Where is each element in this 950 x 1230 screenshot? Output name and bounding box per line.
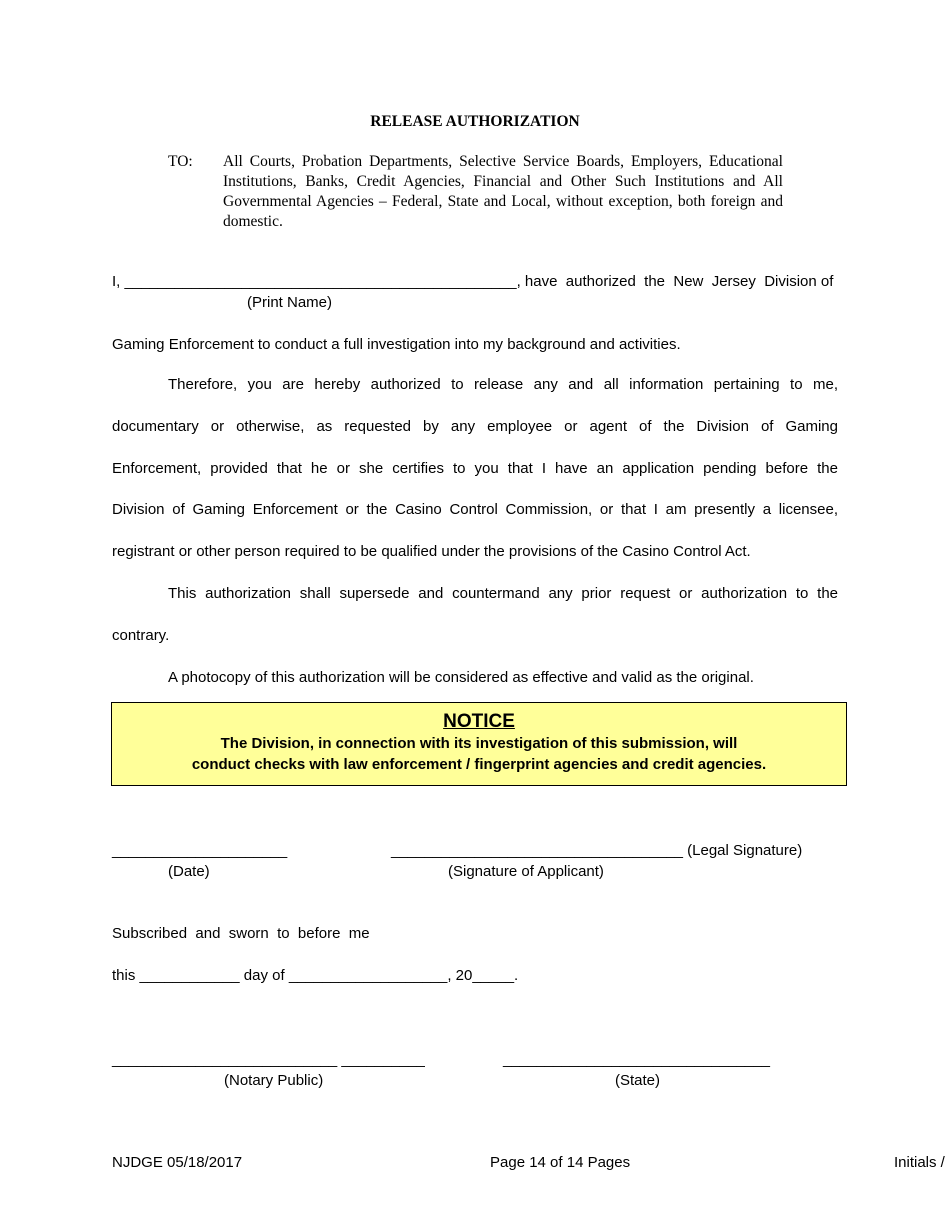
date-label: (Date) xyxy=(168,863,210,880)
footer-form-id: NJDGE 05/18/2017 xyxy=(112,1154,243,1171)
date-line: _____________________ xyxy=(112,842,288,859)
day-of-line: this ____________ day of ___________________, 20_____. xyxy=(112,967,519,984)
notice-line-2: conduct checks with law enforcement / fingerprint agencies and credit agencies. xyxy=(191,756,767,773)
subscribed-sworn-line: Subscribed and sworn to before me xyxy=(112,925,370,942)
document-title: RELEASE AUTHORIZATION xyxy=(370,113,580,130)
notice-box xyxy=(111,702,847,786)
supersede-line-2: contrary. xyxy=(112,627,170,644)
footer-page-number: Page 14 of 14 Pages xyxy=(490,1154,631,1171)
therefore-line-2: documentary or otherwise, as requested by any employee or agent of the Division of Gaming xyxy=(112,418,838,435)
therefore-line-5: registrant or other person required to be qualified under the provisions of the Casino Control Act. xyxy=(112,543,751,560)
to-recipients-text: All Courts, Probation Departments, Selective Service Boards, Employers, Educational Institutions, Banks, Credit Agencies, Financial and Other Such Institutions and All Governmental Agencies – Federal, State and Local, without exception, both foreign and domestic. xyxy=(223,153,783,230)
notice-line-1: The Division, in connection with its investigation of this submission, will xyxy=(220,735,738,752)
notice-title: NOTICE xyxy=(443,711,515,732)
footer-initials: Initials / xyxy=(894,1154,945,1171)
applicant-signature-line: ___________________________________ (Legal Signature) xyxy=(391,842,803,859)
state-line: ________________________________ xyxy=(503,1051,770,1068)
to-label: TO: xyxy=(168,153,193,170)
notary-public-line: ___________________________ __________ xyxy=(112,1051,425,1068)
therefore-line-3: Enforcement, provided that he or she certifies to you that I have an application pending before the xyxy=(112,460,838,477)
print-name-label: (Print Name) xyxy=(247,294,333,311)
notary-public-label: (Notary Public) xyxy=(224,1072,324,1089)
gaming-enforcement-line: Gaming Enforcement to conduct a full investigation into my background and activities. xyxy=(112,336,681,353)
supersede-line-1: This authorization shall supersede and countermand any prior request or authorization to the xyxy=(168,585,838,602)
state-label: (State) xyxy=(615,1072,661,1089)
photocopy-line: A photocopy of this authorization will be considered as effective and valid as the original. xyxy=(168,669,754,686)
print-name-line: I, _______________________________________________, have authorized the New Jersey Division of xyxy=(112,273,834,290)
applicant-signature-label: (Signature of Applicant) xyxy=(448,863,604,880)
therefore-line-4: Division of Gaming Enforcement or the Casino Control Commission, or that I am presently a licensee, xyxy=(112,501,838,518)
therefore-line-1: Therefore, you are hereby authorized to release any and all information pertaining to me, xyxy=(168,376,838,393)
